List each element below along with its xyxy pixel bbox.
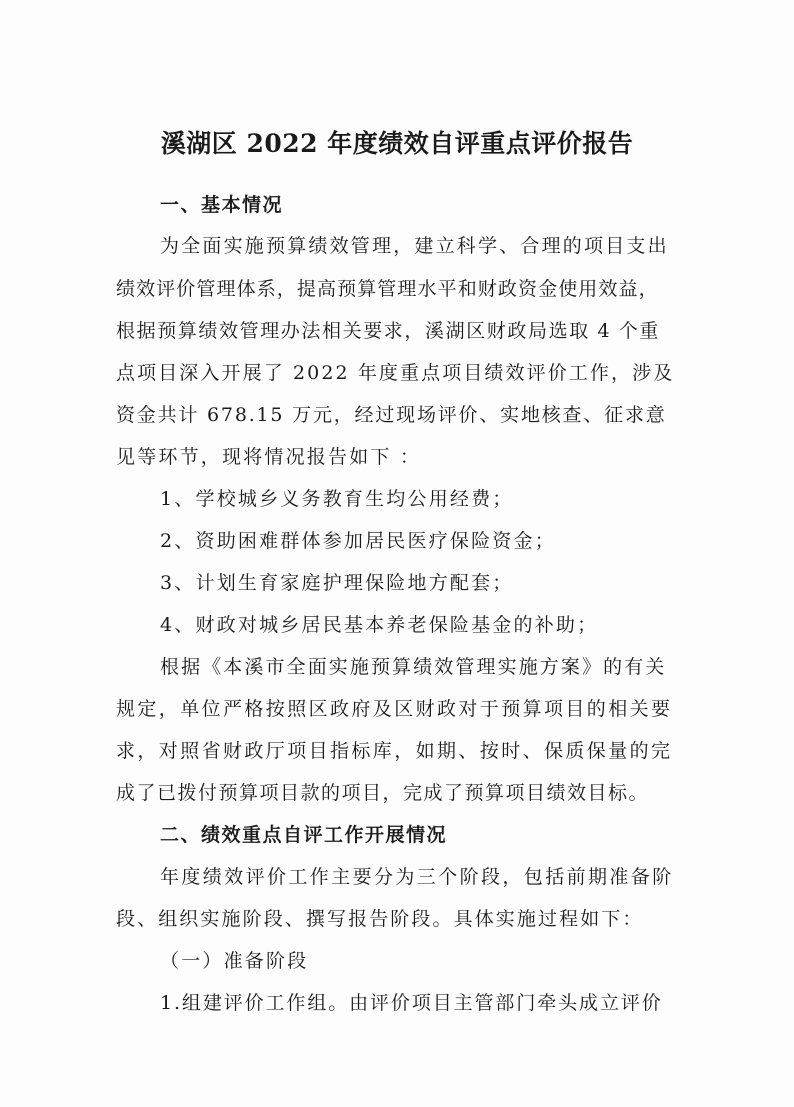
intro-line-6: 见等环节，现将情况报告如下 ： — [116, 446, 422, 468]
stage-line-2: 段、组织实施阶段、撰写报告阶段。具体实施过程如下： — [116, 908, 644, 930]
basis-line-3: 求，对照省财政厅项目指标库，如期、按时、保质保量的完 — [116, 740, 673, 762]
section-heading-self-evaluation: 二、绩效重点自评工作开展情况 — [160, 824, 448, 846]
project-item-1: 1、学校城乡义务教育生均公用经费； — [160, 488, 514, 510]
document-title: 溪湖区 2022 年度绩效自评重点评价报告 — [160, 129, 634, 158]
intro-line-2: 绩效评价管理体系，提高预算管理水平和财政资金使用效益， — [116, 278, 659, 300]
subsection-heading-preparation: （一）准备阶段 — [160, 950, 309, 972]
intro-line-3: 根据预算绩效管理办法相关要求，溪湖区财政局选取 4 个重 — [116, 320, 660, 342]
basis-line-2: 规定，单位严格按照区政府及区财政对于预算项目的相关要 — [116, 698, 673, 720]
intro-line-1: 为全面实施预算绩效管理，建立科学、合理的项目支出 — [160, 235, 669, 257]
step-line-1: 1.组建评价工作组。由评价项目主管部门牵头成立评价 — [160, 992, 663, 1014]
section-heading-basic: 一、基本情况 — [160, 194, 284, 216]
project-item-4: 4、财政对城乡居民基本养老保险基金的补助； — [160, 614, 599, 636]
basis-line-1: 根据《本溪市全面实施预算绩效管理实施方案》的有关 — [160, 656, 667, 678]
intro-line-4: 点项目深入开展了 2022 年度重点项目绩效评价工作，涉及 — [116, 362, 675, 384]
basis-line-4: 成了已拨付预算项目款的项目，完成了预算项目绩效目标。 — [116, 782, 650, 804]
stage-line-1: 年度绩效评价工作主要分为三个阶段，包括前期准备阶 — [160, 866, 674, 888]
project-item-2: 2、资助困难群体参加居民医疗保险资金； — [160, 530, 556, 552]
intro-line-5: 资金共计 678.15 万元，经过现场评价、实地核查、征求意 — [116, 404, 667, 426]
project-item-3: 3、计划生育家庭护理保险地方配套； — [160, 572, 514, 594]
